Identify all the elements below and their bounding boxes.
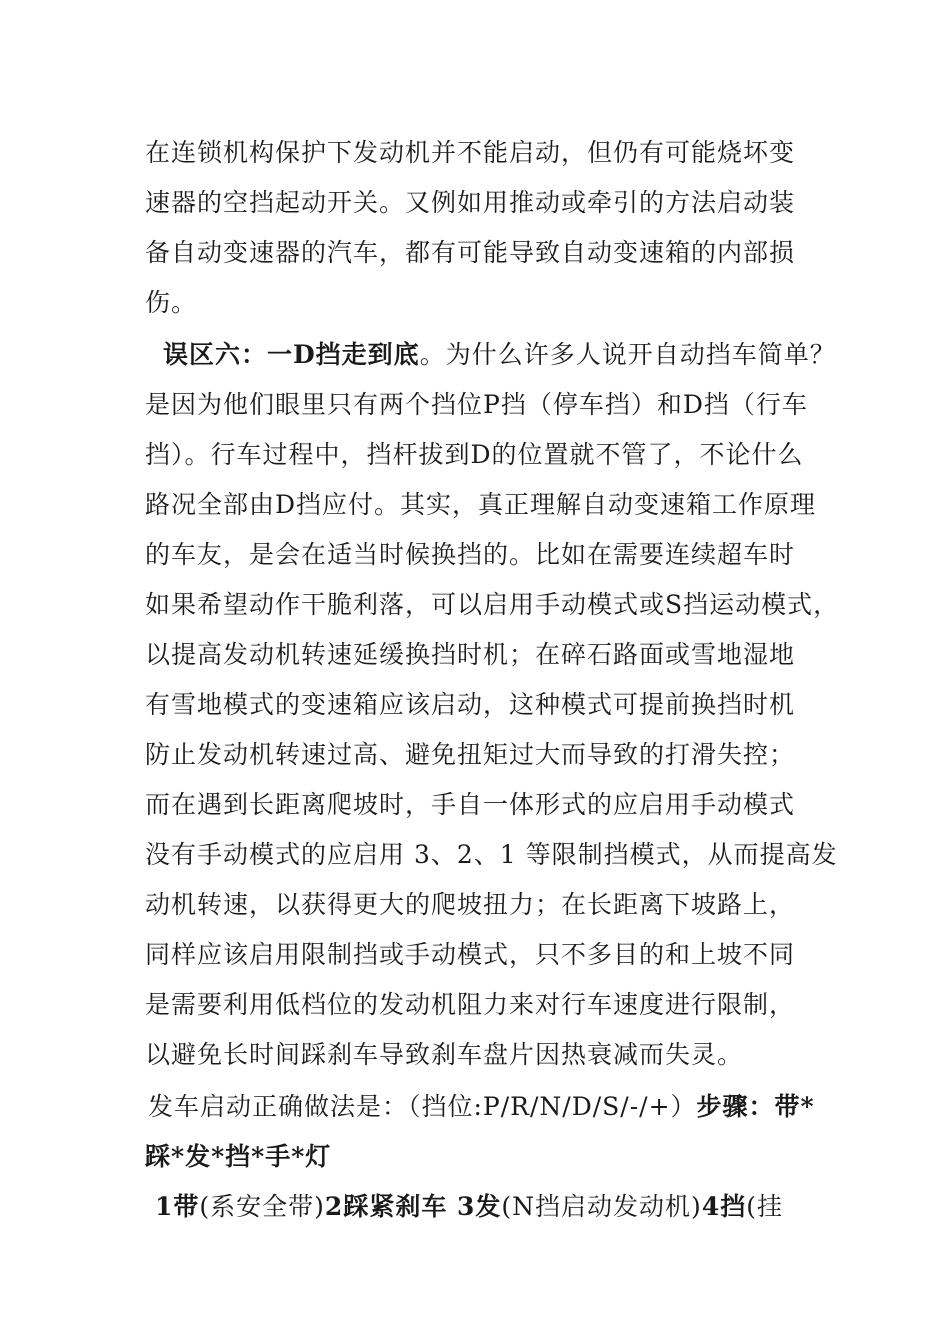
text-line (145, 128, 795, 178)
text-segment: 没有手动模式的应启用 3、2、1 等限制挡模式，从而提高发 (145, 840, 838, 869)
bold-text-segment: 踩*发*挡*手*灯 (145, 1142, 332, 1171)
text-line (145, 880, 795, 930)
text-line (145, 178, 795, 228)
text-segment: 如果希望动作干脆利落，可以启用手动模式或S挡运动模式， (145, 590, 840, 619)
text-line (145, 530, 795, 580)
text-line (145, 630, 795, 680)
text-line (148, 1082, 815, 1132)
text-line (145, 430, 804, 480)
text-line (145, 1030, 743, 1080)
text-segment: 挡）。行车过程中，挡杆拔到D的位置就不管了，不论什么 (145, 440, 804, 469)
text-line (145, 730, 795, 780)
text-line (145, 380, 808, 430)
text-line (145, 480, 816, 530)
text-segment: 同样应该启用限制挡或手动模式，只不多目的和上坡不同 (145, 940, 796, 969)
text-line (145, 228, 795, 278)
text-line (145, 580, 839, 630)
text-line (145, 930, 795, 980)
text-line (145, 1132, 331, 1182)
text-line (163, 330, 836, 380)
text-segment: (N挡启动发动机) (501, 1192, 702, 1221)
bold-text-segment: 1带 (155, 1192, 200, 1221)
text-segment: 是因为他们眼里只有两个挡位P挡（停车挡）和D挡（行车 (145, 390, 808, 419)
text-segment: 。为什么许多人说开自动挡车简单？ (419, 340, 836, 369)
text-segment: 的车友，是会在适当时候换挡的。比如在需要连续超车时 (145, 540, 796, 569)
bold-text-segment: 4挡 (701, 1192, 747, 1221)
text-segment: 而在遇到长距离爬坡时，手自一体形式的应启用手动模式 (145, 790, 796, 819)
text-segment: 以避免长时间踩刹车导致刹车盘片因热衰减而失灵。 (145, 1040, 744, 1069)
text-segment: 速器的空挡起动开关。又例如用推动或牵引的方法启动装 (145, 188, 796, 217)
text-segment: 以提高发动机转速延缓换挡时机；在碎石路面或雪地湿地 (145, 640, 796, 669)
bold-text-segment: 2踩紧刹车 3发 (324, 1192, 502, 1221)
text-segment: (挂 (746, 1192, 783, 1221)
text-line (145, 980, 795, 1030)
text-line (155, 1182, 783, 1232)
text-segment: 路况全部由D挡应付。其实，真正理解自动变速箱工作原理 (145, 490, 817, 519)
text-segment: 动机转速，以获得更大的爬坡扭力；在长距离下坡路上， (145, 890, 796, 919)
text-segment: 是需要利用低档位的发动机阻力来对行车速度进行限制， (145, 990, 796, 1019)
text-line (145, 830, 838, 880)
text-line (145, 780, 795, 830)
text-line (145, 680, 795, 730)
text-segment: 伤。 (145, 288, 198, 317)
text-segment: 发车启动正确做法是：（挡位:P/R/N/D/S/-/+） (148, 1092, 697, 1121)
text-segment: 有雪地模式的变速箱应该启动，这种模式可提前换挡时机 (145, 690, 796, 719)
bold-text-segment: 步骤：带* (696, 1092, 815, 1121)
text-segment: (系安全带) (199, 1192, 325, 1221)
text-segment: 防止发动机转速过高、避免扭矩过大而导致的打滑失控； (145, 740, 796, 769)
bold-text-segment: 误区六：一D挡走到底 (163, 340, 420, 369)
text-segment: 在连锁机构保护下发动机并不能启动，但仍有可能烧坏变 (145, 138, 796, 167)
text-segment: 备自动变速器的汽车，都有可能导致自动变速箱的内部损 (145, 238, 796, 267)
text-line (145, 278, 197, 328)
